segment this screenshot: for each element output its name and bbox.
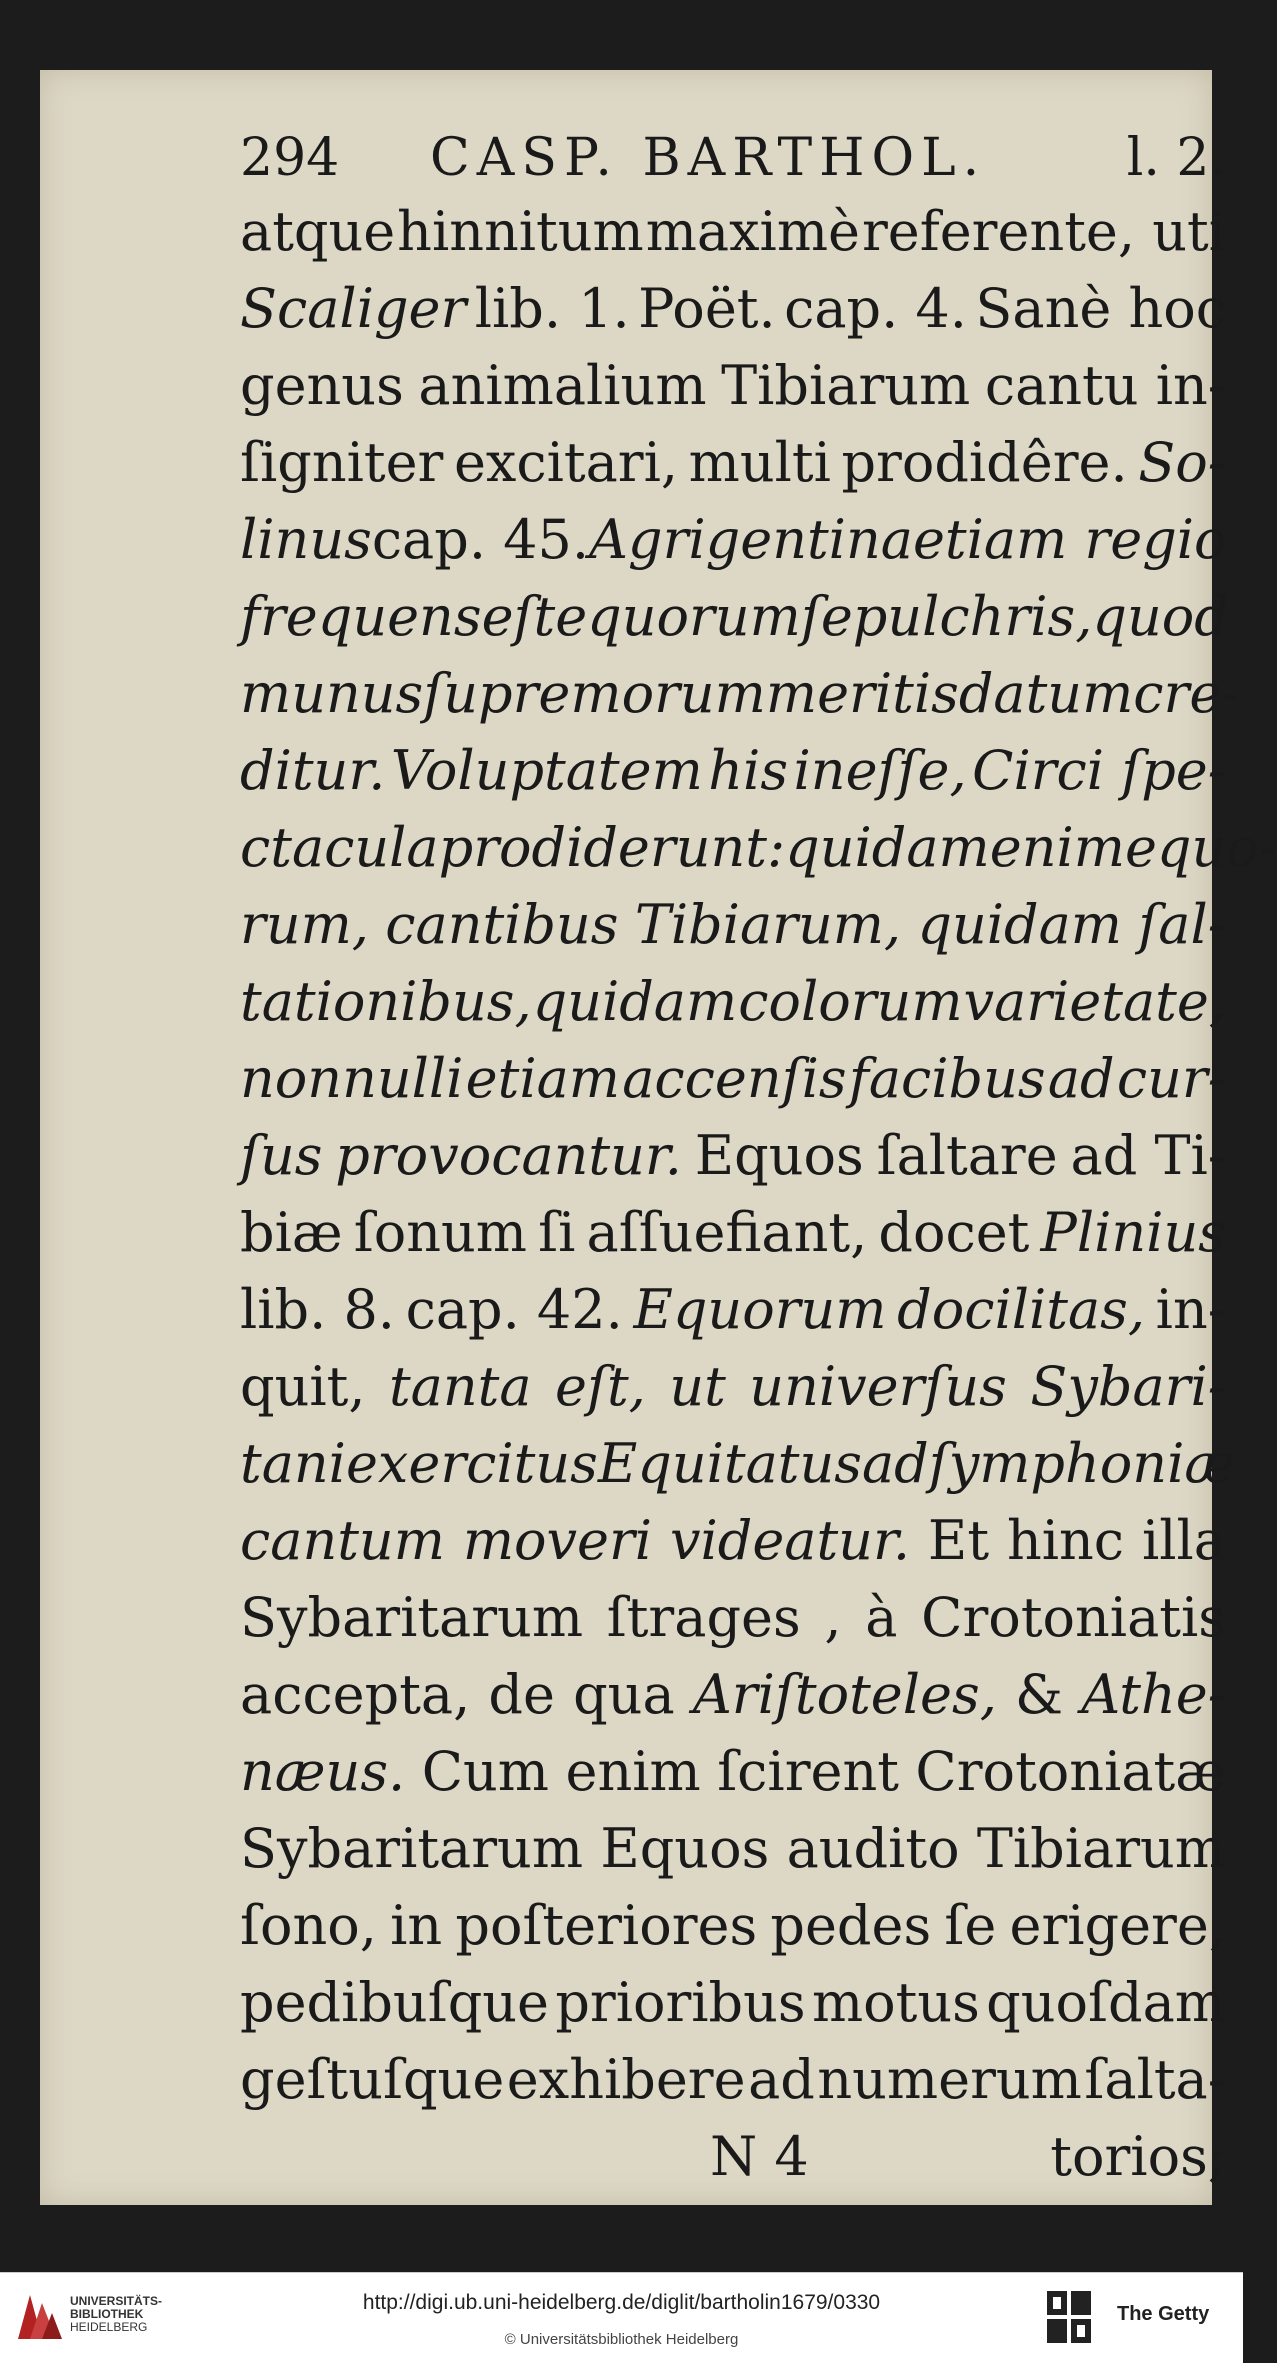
text-line (240, 1894, 1226, 1971)
text-segment: univerſus (749, 1355, 1007, 1418)
text-segment: docet (878, 1201, 1030, 1264)
text-line (240, 739, 1226, 816)
text-segment: moveri (462, 1509, 653, 1572)
text-segment: enim (565, 1740, 701, 1803)
getty-logo-icon[interactable] (1043, 2287, 1097, 2347)
text-segment: Scaliger (240, 277, 467, 340)
text-segment: cantibus (385, 893, 619, 956)
signature-mark: N 4 (710, 2125, 809, 2188)
text-segment: equo- (1124, 816, 1277, 879)
text-line (240, 816, 1277, 893)
text-segment: prodidêre. (841, 431, 1128, 494)
text-segment: his (708, 739, 789, 802)
text-segment: videatur. (669, 1509, 911, 1572)
text-line (240, 2048, 1226, 2125)
text-segment: quoſdam (986, 1971, 1226, 2034)
text-segment: ſi (538, 1201, 576, 1264)
text-segment: animalium (418, 354, 707, 417)
text-segment: motus (811, 1971, 980, 2034)
text-segment: lib. 8. (240, 1278, 395, 1341)
text-segment: cap. 45. (371, 508, 590, 571)
getty-label: The Getty (1117, 2303, 1210, 2325)
text-line (240, 508, 1226, 585)
viewer-footer-bar (0, 2272, 1243, 2363)
text-line (240, 1586, 1226, 1663)
library-name-line: HEIDELBERG (70, 2320, 148, 2334)
text-segment: linus (240, 508, 372, 571)
text-line (240, 1509, 1226, 1586)
text-segment: ditur. (240, 739, 386, 802)
text-segment: ſaltare (876, 1124, 1058, 1187)
text-segment: docilitas, (897, 1278, 1146, 1341)
text-segment: Sybaritarum (240, 1817, 584, 1880)
text-segment: Tibiarum, (634, 893, 902, 956)
permalink-url[interactable]: http://digi.ub.uni-heidelberg.de/diglit/bartholin1679/0330 (362, 2291, 881, 2314)
text-segment: cap. 42. (405, 1278, 623, 1341)
text-segment: ineſſe, (793, 739, 967, 802)
text-segment: Equos (694, 1124, 864, 1187)
text-segment: accepta, (240, 1663, 471, 1726)
text-segment: erigere, (1009, 1894, 1226, 1957)
text-segment: genus (240, 354, 404, 417)
text-line (240, 200, 1226, 277)
text-segment: munus (240, 662, 424, 725)
text-segment: facibus (848, 1047, 1046, 1110)
text-segment: maximè (645, 200, 860, 263)
text-segment: ſal- (1138, 893, 1226, 956)
text-segment: poſteriores (455, 1894, 758, 1957)
text-segment: in (390, 1894, 443, 1957)
running-header (240, 128, 1226, 200)
text-segment: quidam (785, 816, 990, 879)
text-segment: ſus (240, 1124, 323, 1187)
text-segment: ſupremorum (423, 662, 766, 725)
text-line (240, 1740, 1226, 1817)
text-segment: biæ (240, 1201, 343, 1264)
text-segment: ut (669, 1355, 726, 1418)
text-segment: ſalta- (1084, 2048, 1226, 2111)
text-segment: Crotoniatis (921, 1586, 1226, 1649)
text-segment: Equitatus (597, 1432, 862, 1495)
book-page (40, 70, 1277, 2205)
text-segment: næus. (240, 1740, 406, 1803)
text-line (240, 277, 1226, 354)
text-segment: rum, (240, 893, 369, 956)
text-line (240, 585, 1229, 662)
text-segment: prioribus (555, 1971, 806, 2034)
text-segment: Tibiarum (721, 354, 971, 417)
text-segment: qua (573, 1663, 675, 1726)
text-line (240, 662, 1240, 739)
page-footer-line (240, 2125, 1226, 2202)
page-text-block (240, 128, 1277, 2202)
text-line (240, 1663, 1226, 1740)
page-number: 294 (240, 128, 340, 188)
text-segment: tani (240, 1432, 346, 1495)
text-segment: audito (786, 1817, 960, 1880)
text-segment: Et (927, 1509, 990, 1572)
text-segment: lib. 1. (474, 277, 630, 340)
text-segment: Poët. (638, 277, 776, 340)
text-segment: multi (688, 431, 831, 494)
text-segment: ad Ti- (1070, 1124, 1226, 1187)
text-segment: cre- (1133, 662, 1240, 725)
text-segment: aſſuefiant, (586, 1201, 868, 1264)
text-segment: numerum (817, 2048, 1082, 2111)
text-line (240, 970, 1226, 1047)
text-segment: Agrigentina (589, 508, 913, 571)
text-segment: enim (989, 816, 1125, 879)
text-line (240, 1355, 1226, 1432)
catchword: torios; (1050, 2125, 1226, 2188)
text-segment: Tibiarum (976, 1817, 1226, 1880)
text-segment: pedes (770, 1894, 932, 1957)
text-segment: hinc (1006, 1509, 1125, 1572)
text-segment: equorum (555, 585, 801, 648)
text-segment: meritis (765, 662, 959, 725)
text-segment: varietate, (963, 970, 1226, 1033)
section-number: l. 2. (1126, 128, 1226, 188)
text-segment: Sanè hoc (975, 277, 1226, 340)
text-line (240, 1047, 1226, 1124)
text-segment: frequens (240, 585, 482, 648)
text-segment: exercitus (345, 1432, 598, 1495)
text-segment: ctacula (240, 816, 439, 879)
text-segment: à (865, 1586, 898, 1649)
text-segment: quod (1092, 585, 1229, 648)
text-line (240, 1201, 1226, 1278)
text-segment: Equos (600, 1817, 770, 1880)
text-segment: cur- (1116, 1047, 1226, 1110)
text-segment: ad (748, 2048, 815, 2111)
text-segment: nonnulli (240, 1047, 464, 1110)
text-segment: referente, uti (861, 200, 1226, 263)
text-segment: quidam (532, 970, 738, 1033)
text-segment: geſtuſque (240, 2048, 505, 2111)
text-segment: Plinius (1040, 1201, 1226, 1264)
library-name-line: BIBLIOTHEK (70, 2307, 144, 2321)
text-segment: Sybari- (1030, 1355, 1226, 1418)
text-line (240, 431, 1226, 508)
text-segment: cap. 4. (784, 277, 967, 340)
text-segment: ſepulchris, (800, 585, 1093, 648)
text-segment: prodiderunt: (438, 816, 786, 879)
text-line (240, 1124, 1226, 1201)
text-segment: accenſis (622, 1047, 847, 1110)
text-line (240, 1817, 1226, 1894)
copyright-notice: © Universitätsbibliothek Heidelberg (504, 2331, 739, 2348)
text-segment: ſono, (240, 1894, 377, 1957)
body-text (240, 200, 1277, 2125)
text-segment: Sybaritarum (240, 1586, 584, 1649)
text-segment: excitari, (453, 431, 679, 494)
text-segment: hinnitum (397, 200, 644, 263)
text-segment: de (488, 1663, 555, 1726)
text-segment: provocantur. (335, 1124, 682, 1187)
text-segment: etiam regio (912, 508, 1227, 571)
text-segment: ſe (944, 1894, 997, 1957)
text-segment: cantu in- (984, 354, 1226, 417)
text-segment: ſcirent (717, 1740, 899, 1803)
text-segment: Cum (421, 1740, 549, 1803)
text-segment: Crotoniatæ (915, 1740, 1226, 1803)
text-segment: ſymphoniæ (928, 1432, 1236, 1495)
text-segment: ad (861, 1432, 929, 1495)
text-segment: eſt, (555, 1355, 646, 1418)
text-segment: Voluptatem (390, 739, 703, 802)
text-line (240, 354, 1226, 431)
running-title: CASP. BARTHOL. (430, 128, 987, 188)
library-name-line: UNIVERSITÄTS- (70, 2294, 163, 2308)
text-segment: datum (958, 662, 1134, 725)
text-segment: ſonum (353, 1201, 527, 1264)
text-segment: ſtrages (606, 1586, 801, 1649)
text-segment: , (824, 1586, 842, 1649)
text-segment: So- (1138, 431, 1226, 494)
text-segment: tationibus, (240, 970, 532, 1033)
text-segment: Ariſtoteles, (692, 1663, 997, 1726)
text-segment: colorum (738, 970, 963, 1033)
text-segment: illa (1141, 1509, 1226, 1572)
text-segment: quit, (240, 1355, 366, 1418)
text-segment: in- (1155, 1278, 1226, 1341)
text-segment: Equorum (633, 1278, 887, 1341)
text-line (240, 1971, 1226, 2048)
text-line (240, 1432, 1236, 1509)
text-line (240, 1278, 1226, 1355)
text-segment: tanta (388, 1355, 532, 1418)
text-segment: Circi ſpe- (972, 739, 1226, 802)
text-segment: ad (1047, 1047, 1115, 1110)
text-segment: exhibere (506, 2048, 746, 2111)
text-segment: Athe- (1081, 1663, 1226, 1726)
text-segment: & (1015, 1663, 1064, 1726)
text-segment: quidam (917, 893, 1122, 956)
text-segment: atque (240, 200, 396, 263)
text-segment: cantum (240, 1509, 445, 1572)
text-segment: pedibuſque (240, 1971, 549, 2034)
text-segment: eſt (481, 585, 556, 648)
text-segment: etiam (465, 1047, 620, 1110)
text-line (240, 893, 1226, 970)
text-segment: ſigniter (240, 431, 444, 494)
